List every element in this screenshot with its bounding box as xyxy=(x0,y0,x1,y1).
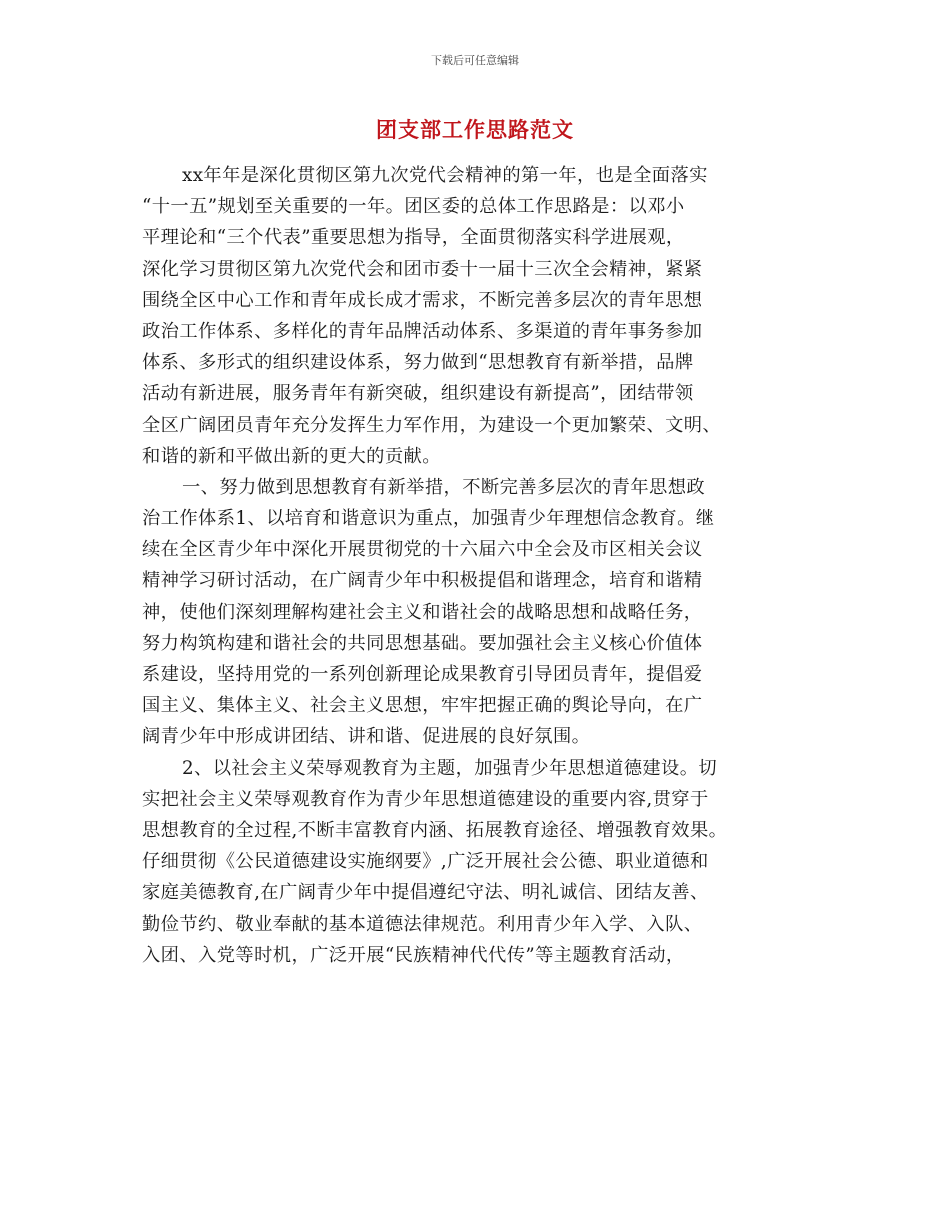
text-line: 思想教育的全过程,不断丰富教育内涵、拓展教育途径、增强教育效果。 xyxy=(142,819,728,841)
text-line: 政治工作体系、多样化的青年品牌活动体系、多渠道的青年事务参加 xyxy=(142,320,703,342)
text-line: 治工作体系1、以培育和谐意识为重点，加强青少年理想信念教育。继 xyxy=(142,508,715,530)
text-line: 全区广阔团员青年充分发挥生力军作用，为建设一个更加繁荣、文明、 xyxy=(142,414,722,436)
text-line: 仔细贯彻《公民道德建设实施纲要》,广泛开展社会公德、职业道德和 xyxy=(142,851,709,873)
text-line: 平理论和“三个代表”重要思想为指导，全面贯彻落实科学进展观， xyxy=(142,227,685,249)
text-line: xx年年是深化贯彻区第九次党代会精神的第一年，也是全面落实 xyxy=(182,165,708,186)
text-line: 入团、入党等时机，广泛开展“民族精神代代传”等主题教育活动， xyxy=(142,944,685,966)
text-line: 家庭美德教育,在广阔青少年中提倡遵纪守法、明礼诚信、团结友善、 xyxy=(142,882,709,904)
text-line: 勤俭节约、敬业奉献的基本道德法律规范。利用青少年入学、入队、 xyxy=(142,913,703,935)
text-line: 续在全区青少年中深化开展贯彻党的十六届六中全会及市区相关会议 xyxy=(142,539,703,561)
text-line: “十一五”规划至关重要的一年。团区委的总体工作思路是：以邓小 xyxy=(142,196,685,218)
text-line: 深化学习贯彻区第九次党代会和团市委十一届十三次全会精神，紧紧 xyxy=(142,258,703,280)
paragraph-1 xyxy=(142,160,822,472)
page-header: 下载后可任意编辑 xyxy=(431,54,519,67)
text-line: 神，使他们深刻理解构建社会主义和谐社会的战略思想和战略任务， xyxy=(142,601,703,623)
text-line: 国主义、集体主义、社会主义思想，牢牢把握正确的舆论导向，在广 xyxy=(142,695,703,717)
document-title: 团支部工作思路范文 xyxy=(376,118,574,142)
paragraph-3 xyxy=(142,753,822,971)
text-line: 2、以社会主义荣辱观教育为主题，加强青少年思想道德建设。切 xyxy=(182,757,718,779)
text-line: 阔青少年中形成讲团结、讲和谐、促进展的良好氛围。 xyxy=(142,726,591,748)
text-line: 实把社会主义荣辱观教育作为青少年思想道德建设的重要内容,贯穿于 xyxy=(142,788,709,810)
document-body xyxy=(142,160,822,971)
text-line: 努力构筑构建和谐社会的共同思想基础。要加强社会主义核心价值体 xyxy=(142,632,703,654)
text-line: 一、努力做到思想教育有新举措，不断完善多层次的青年思想政 xyxy=(182,476,706,498)
paragraph-2 xyxy=(142,472,822,753)
text-line: 系建设，坚持用党的一系列创新理论成果教育引导团员青年，提倡爱 xyxy=(142,664,703,685)
text-line: 围绕全区中心工作和青年成长成才需求，不断完善多层次的青年思想 xyxy=(142,289,703,311)
text-line: 活动有新进展，服务青年有新突破，组织建设有新提高”，团结带领 xyxy=(142,383,694,405)
text-line: 和谐的新和平做出新的更大的贡献。 xyxy=(142,445,441,467)
text-line: 体系、多形式的组织建设体系，努力做到“思想教育有新举措，品牌 xyxy=(142,352,694,374)
text-line: 精神学习研讨活动，在广阔青少年中积极提倡和谐理念，培育和谐精 xyxy=(142,570,703,592)
